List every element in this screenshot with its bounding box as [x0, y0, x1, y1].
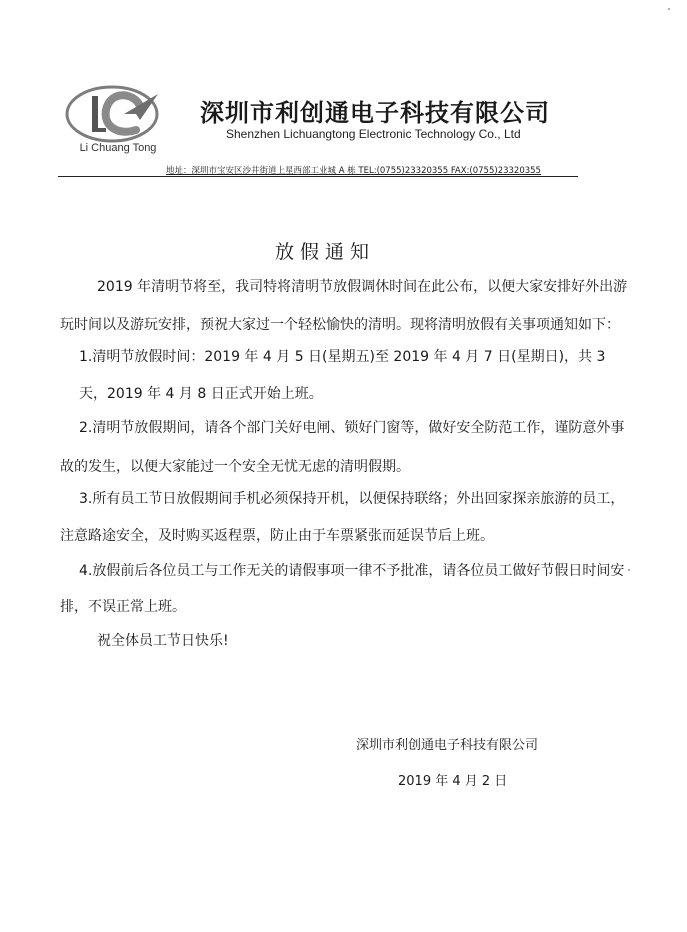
logo-text: Li Chuang Tong: [79, 142, 157, 154]
notice-line: 2019 年清明节将至，我司特将清明节放假调休时间在此公布，以便大家安排好外出游: [97, 279, 628, 295]
notice-line: 天，2019 年 4 月 8 日正式开始上班。: [79, 386, 323, 402]
notice-title: 放假通知: [274, 241, 375, 263]
notice-line: 3.所有员工节日放假期间手机必须保持开机，以便保持联络；外出回家探亲旅游的员工，: [79, 491, 625, 507]
letterhead-divider: [58, 176, 578, 177]
notice-line: 4.放假前后各位员工与工作无关的请假事项一律不予批准，请各位员工做好节假日时间安: [79, 563, 625, 579]
notice-line: 排，不误正常上班。: [60, 599, 186, 615]
signature-date: 2019 年 4 月 2 日: [398, 774, 508, 789]
notice-line: 1.清明节放假时间：2019 年 4 月 5 日(星期五)至 2019 年 4 月 7 日(星期日)，共 3: [79, 349, 606, 365]
scan-speck: [668, 8, 670, 10]
notice-line: 2.清明节放假期间，请各个部门关好电闸、锁好门窗等，做好安全防范工作，谨防意外事: [79, 420, 625, 436]
notice-line: 注意路途安全，及时购买返程票，防止由于车票紧张而延误节后上班。: [60, 528, 494, 544]
signature-company: 深圳市利创通电子科技有限公司: [356, 738, 539, 753]
company-address: 地址：深圳市宝安区沙井街道上星西部工业城 A 栋 TEL:(0755)23320355 FAX:(0755)23320355: [166, 166, 541, 176]
company-name-en: Shenzhen Lichuangtong Electronic Technology Co., Ltd: [226, 127, 521, 141]
scan-speck: [628, 569, 630, 571]
notice-line: 玩时间以及游玩安排，预祝大家过一个轻松愉快的清明。现将清明放假有关事项通知如下：: [60, 317, 620, 333]
notice-line: 故的发生，以便大家能过一个安全无忧无虑的清明假期。: [60, 459, 410, 475]
closing-wish: 祝全体员工节日快乐!: [97, 633, 229, 649]
company-name-cn: 深圳市利创通电子科技有限公司: [200, 99, 550, 127]
